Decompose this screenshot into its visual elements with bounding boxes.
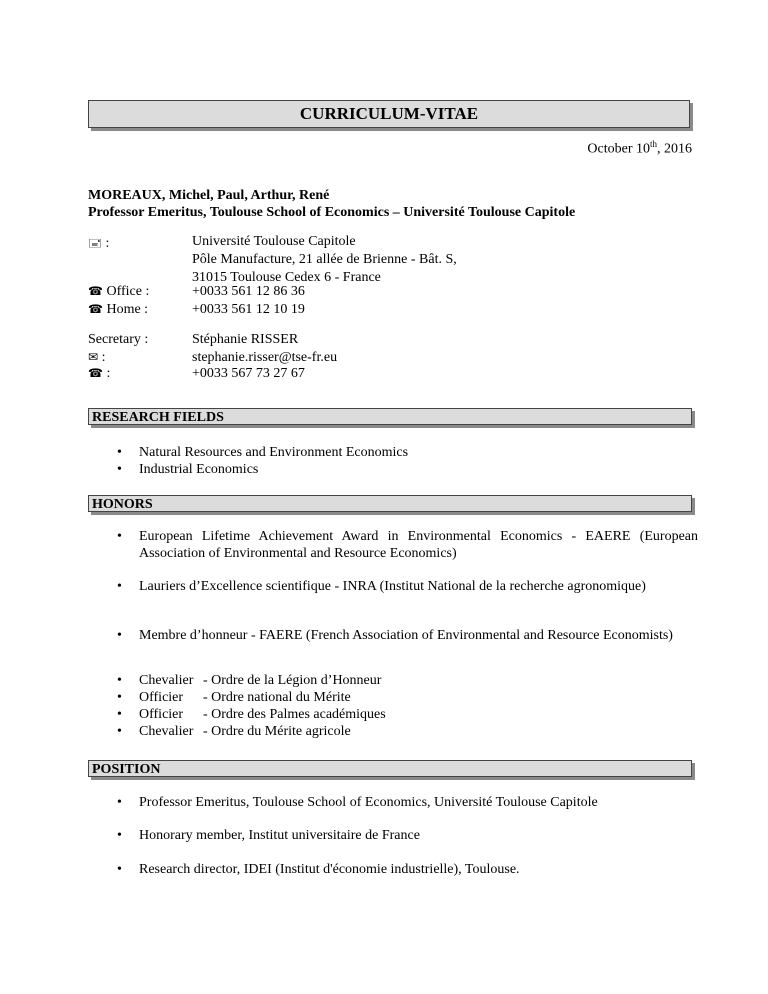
person-title: Professor Emeritus, Toulouse School of Economics – Université Toulouse Capitole [88, 205, 576, 220]
order-name: - Ordre des Palmes académiques [203, 707, 386, 722]
list-item: • Honorary member, Institut universitaire de France [117, 827, 698, 844]
list-item: • European Lifetime Achievement Award in Environmental Economics - EAERE (European Association of Environmental and Resource Economics) [117, 528, 698, 562]
date-ordinal: th [649, 139, 657, 149]
envelope-icon: ✉ [88, 350, 99, 364]
home-phone: +0033 561 12 10 19 [192, 302, 305, 317]
phone-icon: ☎ [88, 284, 103, 298]
section-position: POSITION [88, 760, 692, 777]
office-phone: +0033 561 12 86 36 [192, 284, 305, 299]
position-item-3 [117, 861, 698, 878]
address-line-2: Pôle Manufacture, 21 allée de Brienne - Bât. S, [192, 252, 457, 267]
position-item-1 [117, 794, 698, 811]
secretary-email[interactable]: stephanie.risser@tse-fr.eu [192, 350, 338, 365]
person-name: MOREAUX, Michel, Paul, Arthur, René [88, 188, 330, 203]
envelope-icon: 🖃 [88, 236, 103, 250]
order-rank: Chevalier [139, 673, 194, 688]
secretary-name: Stéphanie RISSER [192, 332, 299, 347]
honors-item-3 [117, 627, 698, 644]
section-honors: HONORS [88, 495, 692, 512]
address-label [88, 234, 188, 255]
office-label-text: Office : [106, 284, 150, 299]
address-line-1: Université Toulouse Capitole [192, 234, 356, 249]
secretary-email-label-text: : [101, 350, 106, 365]
order-rank: Chevalier [139, 724, 194, 739]
list-item: • Industrial Economics [117, 461, 698, 478]
research-list [117, 444, 698, 478]
secretary-email-label [88, 350, 188, 366]
honors-item-2 [117, 578, 698, 595]
secretary-phone-label-text: : [106, 366, 111, 381]
list-item: • Membre d’honneur - FAERE (French Association of Environmental and Resource Economists) [117, 627, 698, 644]
office-label [88, 284, 188, 300]
list-item: • Research director, IDEI (Institut d'économie industrielle), Toulouse. [117, 861, 698, 878]
phone-icon: ☎ [88, 302, 103, 316]
person-block [88, 187, 575, 221]
document-date [587, 139, 692, 158]
list-item: • Professor Emeritus, Toulouse School of Economics, Université Toulouse Capitole [117, 794, 698, 811]
address-line-3: 31015 Toulouse Cedex 6 - France [192, 270, 381, 285]
list-item: • Lauriers d’Excellence scientifique - INRA (Institut National de la recherche agronomique) [117, 578, 698, 595]
list-item: • Natural Resources and Environment Economics [117, 444, 698, 461]
order-name: - Ordre de la Légion d’Honneur [203, 673, 382, 688]
home-label [88, 302, 188, 318]
order-name: - Ordre du Mérite agricole [203, 724, 351, 739]
list-item [117, 672, 698, 689]
secretary-phone-label [88, 366, 188, 382]
section-research-fields: RESEARCH FIELDS [88, 408, 692, 425]
secretary-phone: +0033 567 73 27 67 [192, 366, 305, 381]
home-label-text: Home : [106, 302, 149, 317]
list-item [117, 689, 698, 706]
phone-icon: ☎ [88, 366, 103, 380]
position-item-2 [117, 827, 698, 844]
date-text: October 10 [587, 141, 650, 157]
order-name: - Ordre national du Mérite [203, 690, 351, 705]
document-title: CURRICULUM-VITAE [88, 100, 690, 128]
orders-list [117, 672, 698, 740]
order-rank: Officier [139, 707, 184, 722]
address-label-text: : [105, 236, 110, 251]
secretary-label: Secretary : [88, 332, 149, 347]
honors-item-1 [117, 528, 698, 562]
list-item [117, 706, 698, 723]
date-year: , 2016 [657, 141, 692, 157]
order-rank: Officier [139, 690, 184, 705]
list-item [117, 723, 698, 740]
